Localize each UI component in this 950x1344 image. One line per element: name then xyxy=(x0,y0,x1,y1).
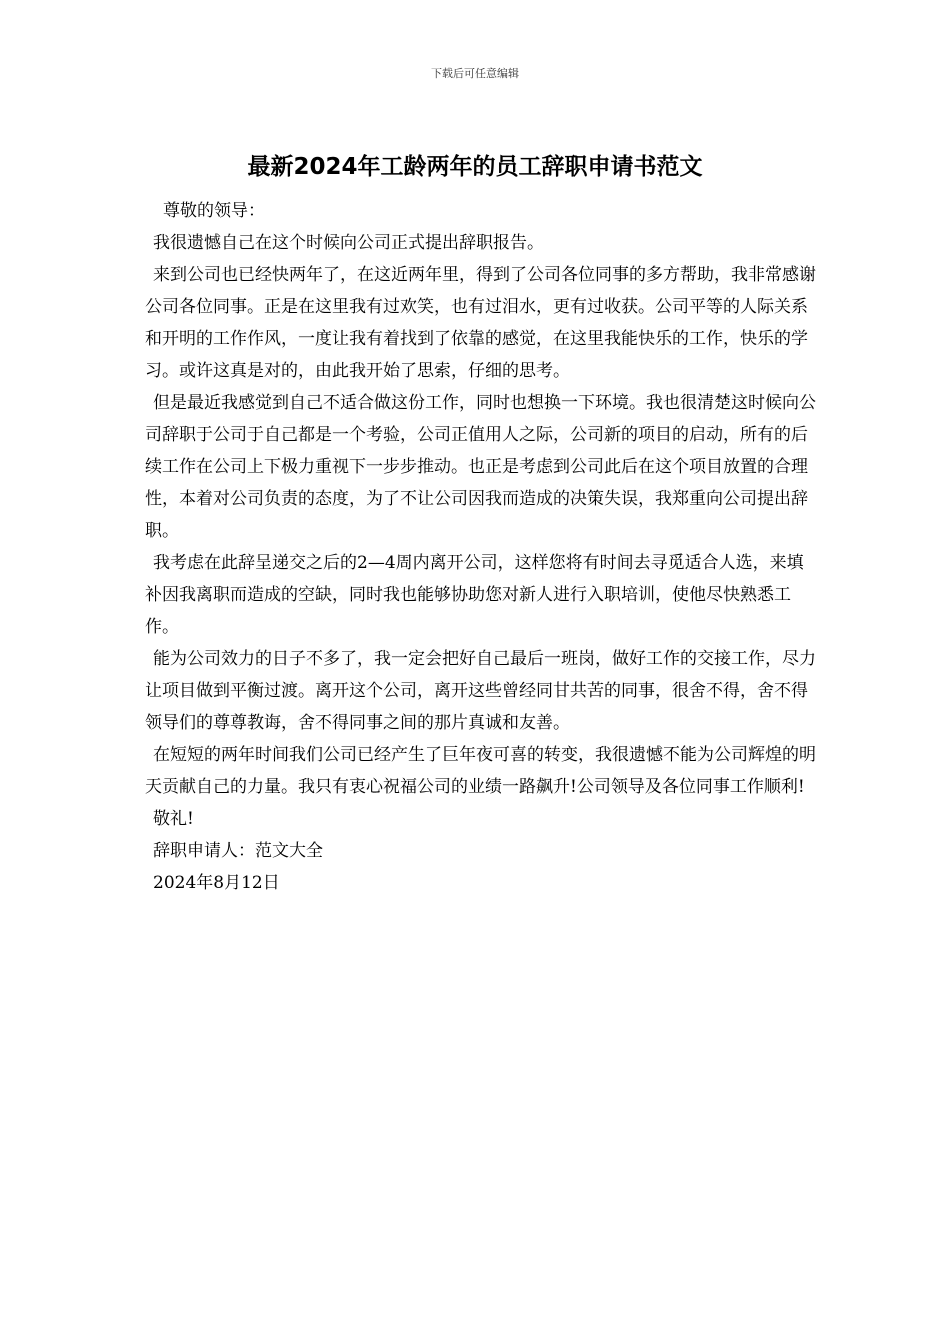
paragraph-6: 在短短的两年时间我们公司已经产生了巨年夜可喜的转变，我很遗憾不能为公司辉煌的明天贡献自己的力量。我只有衷心祝福公司的业绩一路飙升!公司领导及各位同事工作顺利! xyxy=(145,745,816,797)
document-body xyxy=(145,195,817,899)
document-title: 最新2024年工龄两年的员工辞职申请书范文 xyxy=(247,154,703,180)
paragraph-3: 但是最近我感觉到自己不适合做这份工作，同时也想换一下环境。我也很清楚这时候向公司辞职于公司于自己都是一个考验，公司正值用人之际，公司新的项目的启动，所有的后续工作在公司上下极力重视下一步步推动。也正是考虑到公司此后在这个项目放置的合理性，本着对公司负责的态度，为了不让公司因我而造成的决策失误，我郑重向公司提出辞职。 xyxy=(145,393,816,541)
closing-salute: 敬礼! xyxy=(153,809,194,829)
paragraph-4: 我考虑在此辞呈递交之后的2—4周内离开公司，这样您将有时间去寻觅适合人选，来填补因我离职而造成的空缺，同时我也能够协助您对新人进行入职培训，使他尽快熟悉工作。 xyxy=(145,553,804,637)
greeting: 尊敬的领导： xyxy=(163,201,265,221)
paragraph-1: 我很遗憾自己在这个时候向公司正式提出辞职报告。 xyxy=(153,233,544,253)
applicant-signature: 辞职申请人：范文大全 xyxy=(153,841,323,861)
paragraph-2: 来到公司也已经快两年了，在这近两年里，得到了公司各位同事的多方帮助，我非常感谢公司各位同事。正是在这里我有过欢笑，也有过泪水，更有过收获。公司平等的人际关系和开明的工作作风，一度让我有着找到了依靠的感觉，在这里我能快乐的工作，快乐的学习。或许这真是对的，由此我开始了思索，仔细的思考。 xyxy=(145,265,816,381)
letter-date: 2024年8月12日 xyxy=(153,873,280,893)
header-note: 下载后可任意编辑 xyxy=(431,67,519,80)
paragraph-5: 能为公司效力的日子不多了，我一定会把好自己最后一班岗，做好工作的交接工作，尽力让项目做到平衡过渡。离开这个公司，离开这些曾经同甘共苦的同事，很舍不得，舍不得领导们的尊尊教诲，舍不得同事之间的那片真诚和友善。 xyxy=(145,649,816,733)
